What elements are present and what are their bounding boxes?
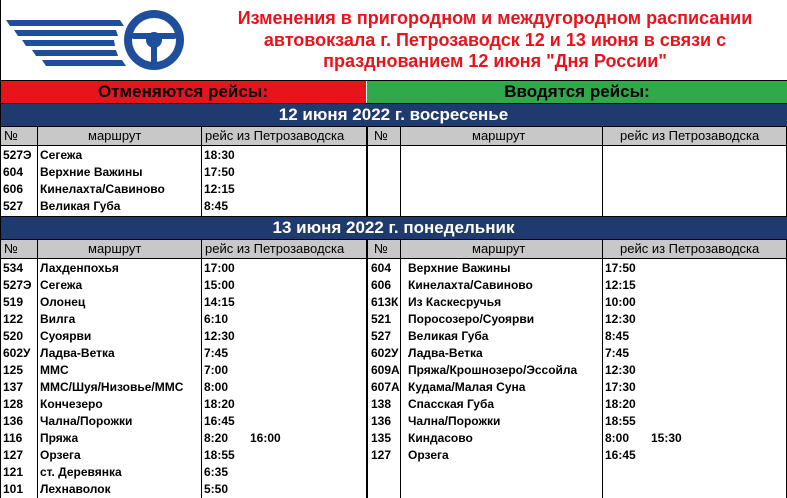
route-name: Кудама/Малая Суна xyxy=(408,380,526,394)
route-name: Сегежа xyxy=(40,148,83,162)
column-divider xyxy=(201,240,202,498)
departure-time: 18:55 xyxy=(204,448,235,462)
departure-time: 14:15 xyxy=(204,295,235,309)
col-route-header: маршрут xyxy=(472,128,526,143)
cancel-row xyxy=(0,481,787,498)
cancel-row xyxy=(0,198,787,215)
day1-heading: 12 июня 2022 г. восресенье xyxy=(0,104,787,126)
route-name: Чална/Порожки xyxy=(40,414,133,428)
departure-time: 12:30 xyxy=(204,329,235,343)
route-number: 121 xyxy=(3,465,24,479)
column-divider xyxy=(37,240,38,498)
divider xyxy=(0,103,787,104)
departure-time: 12:30 xyxy=(605,363,636,377)
add-row xyxy=(0,328,787,345)
departure-time: 17:00 xyxy=(204,261,235,275)
route-name: Ладва-Ветка xyxy=(408,346,483,360)
departure-time: 8:45 xyxy=(204,199,229,213)
route-name: Поросозеро/Суоярви xyxy=(408,312,535,326)
route-name: ст. Деревянка xyxy=(40,465,122,479)
route-name: Великая Губа xyxy=(408,329,489,343)
route-number: 128 xyxy=(3,397,24,411)
route-name: Чална/Порожки xyxy=(408,414,501,428)
route-number: 520 xyxy=(3,329,24,343)
route-name: Орзега xyxy=(408,448,449,462)
route-number: 604 xyxy=(371,261,392,275)
divider xyxy=(0,126,787,127)
column-divider xyxy=(201,127,202,216)
col-dep-header: рейс из Петрозаводска xyxy=(620,241,760,256)
route-number: 527Э xyxy=(3,148,32,162)
route-name: Кончезеро xyxy=(40,397,103,411)
route-number: 127 xyxy=(3,448,24,462)
col-route-header: маршрут xyxy=(88,128,142,143)
add-row xyxy=(0,447,787,464)
route-number: 602У xyxy=(371,346,399,360)
route-number: 116 xyxy=(3,431,23,445)
route-number: 136 xyxy=(3,414,24,428)
route-name: Орзега xyxy=(40,448,81,462)
departure-time: 18:20 xyxy=(605,397,636,411)
column-divider xyxy=(602,127,603,216)
departure-time: 16:45 xyxy=(605,448,636,462)
route-number: 519 xyxy=(3,295,24,309)
departure-time: 12:15 xyxy=(204,182,235,196)
route-name: Киндасово xyxy=(408,431,473,445)
col-no-header: № xyxy=(4,128,18,143)
departure-time: 18:30 xyxy=(204,148,235,162)
route-name: Олонец xyxy=(40,295,86,309)
departure-time: 7:45 xyxy=(204,346,229,360)
departure-time-2: 16:00 xyxy=(250,431,281,445)
route-name: Верхние Важины xyxy=(408,261,511,275)
add-row xyxy=(0,345,787,362)
divider xyxy=(0,239,787,240)
route-number: 604 xyxy=(3,165,24,179)
col-no-header: № xyxy=(374,241,388,256)
divider xyxy=(0,216,787,217)
add-row xyxy=(0,430,787,447)
route-name: Пряжа xyxy=(40,431,79,445)
cancel-row xyxy=(0,164,787,181)
cancel-row xyxy=(0,464,787,481)
departure-time: 12:15 xyxy=(605,278,636,292)
route-name: Вилга xyxy=(40,312,76,326)
day2-heading: 13 июня 2022 г. понедельник xyxy=(0,217,787,239)
route-number: 125 xyxy=(3,363,24,377)
col-dep-header: рейс из Петрозаводска xyxy=(620,128,760,143)
header xyxy=(0,0,787,80)
page-title: Изменения в пригородном и междугородном расписании автовокзала г. Петрозаводск 12 и 13 июня в связи с празднованием 12 июня "Дня России" xyxy=(237,8,753,71)
departure-time: 6:35 xyxy=(204,465,229,479)
add-row xyxy=(0,294,787,311)
route-number: 534 xyxy=(3,261,24,275)
route-number: 136 xyxy=(371,414,392,428)
route-number: 613К xyxy=(371,295,399,309)
departure-time: 8:20 xyxy=(204,431,229,445)
day1-column-headers xyxy=(0,127,787,145)
route-number: 609А xyxy=(371,363,400,377)
add-legend: Вводятся рейсы: xyxy=(367,81,787,103)
route-number: 521 xyxy=(371,312,392,326)
route-name: Лахденпохья xyxy=(40,261,119,275)
route-name: ММС xyxy=(40,363,69,377)
route-number: 137 xyxy=(3,380,24,394)
departure-time: 8:00 xyxy=(605,431,630,445)
cancel-row xyxy=(0,181,787,198)
departure-time: 16:45 xyxy=(204,414,235,428)
col-no-header: № xyxy=(4,241,18,256)
cancel-legend: Отменяются рейсы: xyxy=(0,81,366,103)
add-row xyxy=(0,396,787,413)
day2-column-headers xyxy=(0,240,787,258)
divider xyxy=(0,258,787,259)
departure-time: 6:10 xyxy=(204,312,229,326)
col-dep-header: рейс из Петрозаводска xyxy=(205,241,345,256)
route-number: 122 xyxy=(3,312,24,326)
route-name: ММС/Шуя/Низовье/ММС xyxy=(40,380,184,394)
departure-time: 17:50 xyxy=(605,261,636,275)
col-route-header: маршрут xyxy=(472,241,526,256)
departure-time: 15:00 xyxy=(204,278,235,292)
route-number: 602У xyxy=(3,346,31,360)
departure-time: 17:30 xyxy=(605,380,636,394)
departure-time-2: 15:30 xyxy=(651,431,682,445)
route-number: 138 xyxy=(371,397,392,411)
route-name: Кинелахта/Савиново xyxy=(408,278,533,292)
route-number: 527 xyxy=(371,329,392,343)
route-number: 101 xyxy=(3,482,24,496)
route-name: Кинелахта/Савиново xyxy=(40,182,165,196)
route-number: 606 xyxy=(3,182,24,196)
divider xyxy=(0,145,787,146)
col-no-header: № xyxy=(374,128,388,143)
departure-time: 8:00 xyxy=(204,380,229,394)
add-row xyxy=(0,311,787,328)
route-number: 127 xyxy=(371,448,392,462)
departure-time: 18:55 xyxy=(605,414,636,428)
column-divider xyxy=(366,240,368,498)
route-number: 527Э xyxy=(3,278,32,292)
divider xyxy=(0,80,787,81)
col-route-header: маршрут xyxy=(88,241,142,256)
departure-time: 12:30 xyxy=(605,312,636,326)
route-number: 135 xyxy=(371,431,392,445)
add-row xyxy=(0,413,787,430)
add-row xyxy=(0,362,787,379)
departure-time: 7:00 xyxy=(204,363,229,377)
route-number: 606 xyxy=(371,278,392,292)
route-name: Спасская Губа xyxy=(408,397,495,411)
route-name: Великая Губа xyxy=(40,199,121,213)
route-name: Суоярви xyxy=(40,329,92,343)
column-divider xyxy=(602,240,603,498)
column-divider xyxy=(400,127,401,216)
add-row xyxy=(0,260,787,277)
route-number: 607А xyxy=(371,380,400,394)
column-divider xyxy=(400,240,401,498)
route-number: 527 xyxy=(3,199,24,213)
column-divider xyxy=(366,127,368,216)
departure-time: 7:45 xyxy=(605,346,630,360)
departure-time: 18:20 xyxy=(204,397,235,411)
steering-wheel-logo-icon xyxy=(4,6,204,74)
add-row xyxy=(0,379,787,396)
divider xyxy=(0,0,1,498)
route-name: Из Каскесручья xyxy=(408,295,502,309)
add-row xyxy=(0,277,787,294)
departure-time: 5:50 xyxy=(204,482,229,496)
route-name: Лехнаволок xyxy=(40,482,111,496)
column-divider xyxy=(37,127,38,216)
departure-time: 17:50 xyxy=(204,165,235,179)
route-name: Верхние Важины xyxy=(40,165,143,179)
route-name: Пряжа/Крошнозеро/Эссойла xyxy=(408,363,578,377)
route-name: Ладва-Ветка xyxy=(40,346,115,360)
departure-time: 8:45 xyxy=(605,329,630,343)
col-dep-header: рейс из Петрозаводска xyxy=(205,128,345,143)
cancel-row xyxy=(0,147,787,164)
route-name: Сегежа xyxy=(40,278,83,292)
departure-time: 10:00 xyxy=(605,295,636,309)
